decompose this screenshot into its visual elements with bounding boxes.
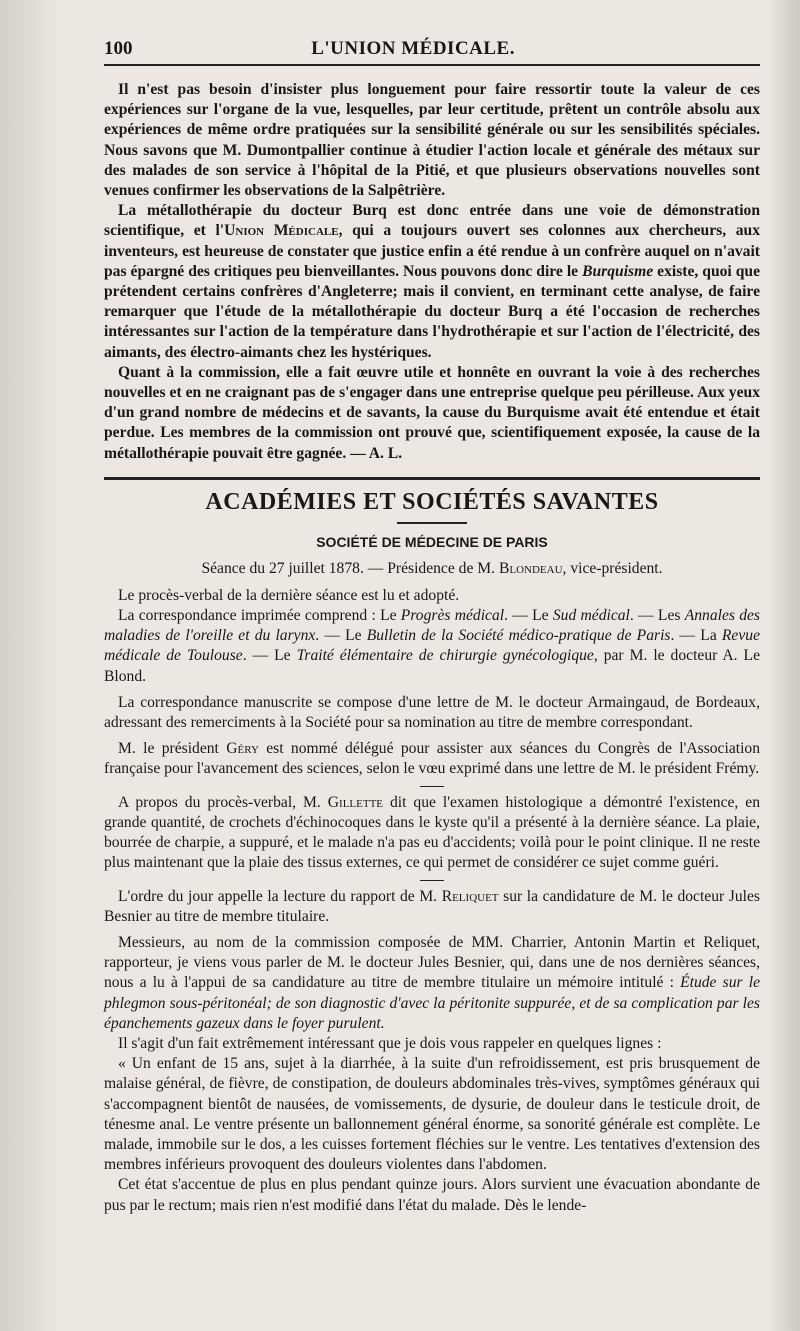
article-paragraph-3: Quant à la commission, elle a fait œuvre utile et honnête en ouvrant la voie à des recherches nouvelles et en ne craignant pas de s'engager dans une entreprise quelque peu périlleuse. Aux yeux d'un grand nombre de médecins et de savants, la cause du Burquisme avait été entendue et était perdue. Les membres de la commission ont prouvé que, scientifiquement exposée, la cause de la métallothérapie pouvait être gagnée. — A. L.: [104, 363, 760, 462]
page-edge-shadow: [766, 0, 800, 1331]
correspondence-manuscript: La correspondance manuscrite se compose d'une lettre de M. le docteur Armaingaud, de Bordeaux, adressant des remerciments à la Société pour sa nomination au titre de membre correspondant.: [104, 693, 760, 732]
running-header: [104, 38, 760, 66]
correspondence-printed: La correspondance imprimée comprend : Le Progrès médical. — Le Sud médical. — Les Annales des maladies de l'oreille et du larynx. — Le Bulletin de la Société médico-pratique de Paris. — La Revue médicale de Toulouse. — Le Traité élémentaire de chirurgie gynécologique, par M. le docteur A. Le Blond.: [104, 607, 760, 685]
page-number: 100: [104, 38, 133, 59]
page-gutter-shadow: [0, 0, 60, 1331]
delegate-paragraph: M. le président Géry est nommé délégué pour assister aux séances du Congrès de l'Association française pour l'avancement des sciences, selon le vœu exprimé dans une lettre de M. le président Frémy.: [104, 740, 760, 778]
case-intro-paragraph: Il s'agit d'un fait extrêmement intéressant que je dois vous rappeler en quelques lignes :: [118, 1034, 662, 1052]
case-description-paragraph: « Un enfant de 15 ans, sujet à la diarrhée, à la suite d'un refroidissement, est pris brusquement de malaise général, de fièvre, de constipation, de douleurs abdominales très-vives, symptômes généraux qui s'accompagnent bientôt de nausées, de vomissements, de dysurie, de douleur dans le testicule droit, de ténesme anal. Le ventre présente un ballonnement général énorme, sa sonorité générale est complète. Le malade, immobile sur le dos, a les cuisses fortement fléchies sur le ventre. Les tentatives d'extension des membres inférieurs provoquent des douleurs violentes dans l'abdomen.: [104, 1055, 760, 1174]
title-underline: [397, 522, 467, 524]
minutes-paragraph: Le procès-verbal de la dernière séance est lu et adopté.: [118, 586, 460, 604]
agenda-paragraph: L'ordre du jour appelle la lecture du rapport de M. Reliquet sur la candidature de M. le docteur Jules Besnier au titre de membre titulaire.: [104, 887, 760, 925]
paragraph-divider: [420, 880, 444, 881]
case-progress-paragraph: Cet état s'accentue de plus en plus pendant quinze jours. Alors survient une évacuation abondante de pus par le rectum; mais rien n'est modifié dans l'état du malade. Dès le lende-: [104, 1176, 760, 1214]
section-divider: [104, 477, 760, 480]
article-paragraph-1: Il n'est pas besoin d'insister plus longuement pour faire ressortir toute la valeur de ces expériences sur l'organe de la vue, lesquelles, par leur certitude, prêtent un contrôle absolu aux expériences de même ordre pratiquées sur la sensibilité générale ou sur les sensibilités spéciales. Nous savons que M. Dumontpallier continue à étudier l'action locale et générale des métaux sur des malades de son service à l'hôpital de la Pitié, et que plusieurs observations nouvelles sont venues confirmer les observations de la Salpêtrière.: [104, 81, 760, 200]
journal-title: L'UNION MÉDICALE.: [311, 38, 515, 59]
report-intro-paragraph: Messieurs, au nom de la commission composée de MM. Charrier, Antonin Martin et Reliquet, rapporteur, je viens vous parler de M. le docteur Jules Besnier, qui, dans une de nos dernières séances, nous a lu à l'appui de sa candidature au titre de membre titulaire un mémoire intitulé : Étude sur le phlegmon sous-péritonéal; de son diagnostic d'avec la péritonite suppurée, et de sa complication par les épanchements gazeux dans le foyer purulent.: [104, 933, 760, 1032]
gillette-paragraph: A propos du procès-verbal, M. Gillette dit que l'examen histologique a démontré l'existence, en grande quantité, de crochets d'échinocoques dans le kyste qu'il a présenté à la dernière séance. La plaie, bourrée de charpie, a suppuré, et le malade n'a pas eu d'accidents; voilà pour le point clinique. Il ne reste plus maintenant que la plaie des tissus externes, ce qui permet de considérer ce sujet comme guéri.: [104, 793, 760, 872]
session-line: Séance du 27 juillet 1878. — Présidence de M. Blondeau, vice-président.: [201, 559, 663, 577]
journal-name-inline: Union Médicale: [224, 222, 339, 240]
section-title: ACADÉMIES ET SOCIÉTÉS SAVANTES: [205, 488, 659, 515]
paragraph-divider: [420, 786, 444, 787]
society-heading: SOCIÉTÉ DE MÉDECINE DE PARIS: [316, 533, 548, 550]
article-paragraph-2: La métallothérapie du docteur Burq est donc entrée dans une voie de démonstration scientifique, et l'Union Médicale, qui a toujours ouvert ses colonnes aux chercheurs, aux inventeurs, est heureuse de constater que justice enfin a été rendue à un confrère auquel on n'avait pas épargné des critiques peu bienveillantes. Nous pouvons donc dire le Burquisme existe, quoi que prétendent certains confrères d'Angleterre; mais il convient, en terminant cette analyse, de faire remarquer que l'étude de la métallothérapie du docteur Burq a été l'occasion de recherches intéressantes sur l'action de la température dans l'hydrothérapie et sur l'action de l'électricité, des aimants, des électro-aimants chez les hystériques.: [104, 202, 761, 361]
